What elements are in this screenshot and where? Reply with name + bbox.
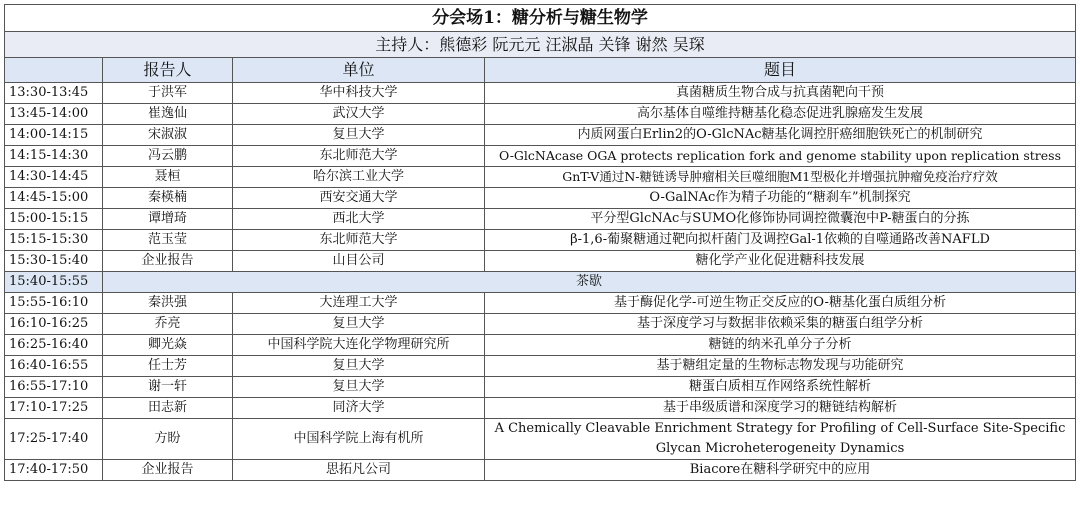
org-cell: 复旦大学	[233, 356, 485, 377]
org-cell: 复旦大学	[233, 377, 485, 398]
topic-cell: 基于深度学习与数据非依赖采集的糖蛋白组学分析	[485, 314, 1076, 335]
topic-cell: 糖链的纳米孔单分子分析	[485, 335, 1076, 356]
speaker-cell: 秦洪强	[103, 293, 233, 314]
time-cell: 17:25-17:40	[5, 419, 103, 460]
org-cell: 华中科技大学	[233, 83, 485, 104]
org-cell: 复旦大学	[233, 314, 485, 335]
title-row	[5, 5, 1076, 32]
table-row	[5, 293, 1076, 314]
speaker-cell: 秦楧楠	[103, 188, 233, 209]
header-time	[5, 58, 103, 83]
time-cell: 14:15-14:30	[5, 146, 103, 167]
schedule-table	[4, 4, 1076, 481]
time-cell: 16:40-16:55	[5, 356, 103, 377]
speaker-cell: 范玉莹	[103, 230, 233, 251]
topic-cell: O-GalNAc作为精子功能的“糖刹车”机制探究	[485, 188, 1076, 209]
time-cell: 15:30-15:40	[5, 251, 103, 272]
hosts-row	[5, 32, 1076, 58]
org-cell: 哈尔滨工业大学	[233, 167, 485, 188]
table-row	[5, 209, 1076, 230]
tea-break-label: 茶歇	[103, 272, 1076, 293]
org-cell: 山目公司	[233, 251, 485, 272]
header-topic: 题目	[485, 58, 1076, 83]
topic-cell: 糖蛋白质相互作网络系统性解析	[485, 377, 1076, 398]
time-cell: 16:25-16:40	[5, 335, 103, 356]
header-row	[5, 58, 1076, 83]
org-cell: 武汉大学	[233, 104, 485, 125]
org-cell: 思拓凡公司	[233, 460, 485, 481]
topic-cell: 糖化学产业化促进糖科技发展	[485, 251, 1076, 272]
speaker-cell: 卿光焱	[103, 335, 233, 356]
topic-cell: 内质网蛋白Erlin2的O-GlcNAc糖基化调控肝癌细胞铁死亡的机制研究	[485, 125, 1076, 146]
topic-cell: 基于串级质谱和深度学习的糖链结构解析	[485, 398, 1076, 419]
topic-cell: GnT-V通过N-糖链诱导肿瘤相关巨噬细胞M1型极化并增强抗肿瘤免疫治疗疗效	[485, 167, 1076, 188]
time-cell: 13:45-14:00	[5, 104, 103, 125]
table-row	[5, 398, 1076, 419]
org-cell: 西安交通大学	[233, 188, 485, 209]
time-cell: 14:00-14:15	[5, 125, 103, 146]
org-cell: 中国科学院大连化学物理研究所	[233, 335, 485, 356]
speaker-cell: 企业报告	[103, 251, 233, 272]
topic-line-1: A Chemically Cleavable Enrichment Strategy for Profiling of Cell-Surface Site-Specific	[494, 421, 1066, 436]
org-cell: 同济大学	[233, 398, 485, 419]
topic-line-2: Glycan Microheterogeneity Dynamics	[655, 441, 905, 456]
table-row	[5, 419, 1076, 460]
speaker-cell: 田志新	[103, 398, 233, 419]
speaker-cell: 谢一轩	[103, 377, 233, 398]
table-row	[5, 314, 1076, 335]
speaker-cell: 企业报告	[103, 460, 233, 481]
table-row	[5, 83, 1076, 104]
speaker-cell: 聂桓	[103, 167, 233, 188]
org-cell: 大连理工大学	[233, 293, 485, 314]
session-title: 分会场1：糖分析与糖生物学	[5, 5, 1076, 32]
time-cell: 16:55-17:10	[5, 377, 103, 398]
time-cell: 17:10-17:25	[5, 398, 103, 419]
topic-cell: O-GlcNAcase OGA protects replication fork and genome stability upon replication stress	[485, 146, 1076, 167]
topic-cell	[485, 419, 1076, 460]
topic-cell: β-1,6-葡聚糖通过靶向拟杆菌门及调控Gal-1依赖的自噬通路改善NAFLD	[485, 230, 1076, 251]
table-row	[5, 146, 1076, 167]
topic-cell: 高尔基体自噬维持糖基化稳态促进乳腺癌发生发展	[485, 104, 1076, 125]
org-cell: 东北师范大学	[233, 230, 485, 251]
table-row	[5, 230, 1076, 251]
speaker-cell: 冯云鹏	[103, 146, 233, 167]
table-row	[5, 335, 1076, 356]
org-cell: 西北大学	[233, 209, 485, 230]
topic-cell: 真菌糖质生物合成与抗真菌靶向干预	[485, 83, 1076, 104]
header-speaker: 报告人	[103, 58, 233, 83]
org-cell: 复旦大学	[233, 125, 485, 146]
table-row	[5, 125, 1076, 146]
speaker-cell: 于洪军	[103, 83, 233, 104]
table-row	[5, 460, 1076, 481]
org-cell: 东北师范大学	[233, 146, 485, 167]
table-row	[5, 188, 1076, 209]
tea-break-row	[5, 272, 1076, 293]
header-org: 单位	[233, 58, 485, 83]
table-row	[5, 104, 1076, 125]
schedule-table-container	[4, 4, 1076, 481]
speaker-cell: 任士芳	[103, 356, 233, 377]
time-cell: 15:15-15:30	[5, 230, 103, 251]
table-row	[5, 251, 1076, 272]
topic-cell: 基于糖组定量的生物标志物发现与功能研究	[485, 356, 1076, 377]
speaker-cell: 崔逸仙	[103, 104, 233, 125]
time-cell: 15:40-15:55	[5, 272, 103, 293]
table-row	[5, 356, 1076, 377]
speaker-cell: 谭增琦	[103, 209, 233, 230]
time-cell: 15:55-16:10	[5, 293, 103, 314]
time-cell: 14:30-14:45	[5, 167, 103, 188]
speaker-cell: 方盼	[103, 419, 233, 460]
table-row	[5, 377, 1076, 398]
topic-cell: 平分型GlcNAc与SUMO化修饰协同调控微囊泡中P-糖蛋白的分拣	[485, 209, 1076, 230]
speaker-cell: 乔亮	[103, 314, 233, 335]
org-cell: 中国科学院上海有机所	[233, 419, 485, 460]
topic-cell: 基于酶促化学-可逆生物正交反应的O-糖基化蛋白质组分析	[485, 293, 1076, 314]
time-cell: 14:45-15:00	[5, 188, 103, 209]
table-row	[5, 167, 1076, 188]
time-cell: 15:00-15:15	[5, 209, 103, 230]
time-cell: 17:40-17:50	[5, 460, 103, 481]
time-cell: 13:30-13:45	[5, 83, 103, 104]
time-cell: 16:10-16:25	[5, 314, 103, 335]
topic-cell: Biacore在糖科学研究中的应用	[485, 460, 1076, 481]
hosts-label: 主持人：熊德彩 阮元元 汪淑晶 关锋 谢然 吴琛	[5, 32, 1076, 58]
speaker-cell: 宋淑淑	[103, 125, 233, 146]
